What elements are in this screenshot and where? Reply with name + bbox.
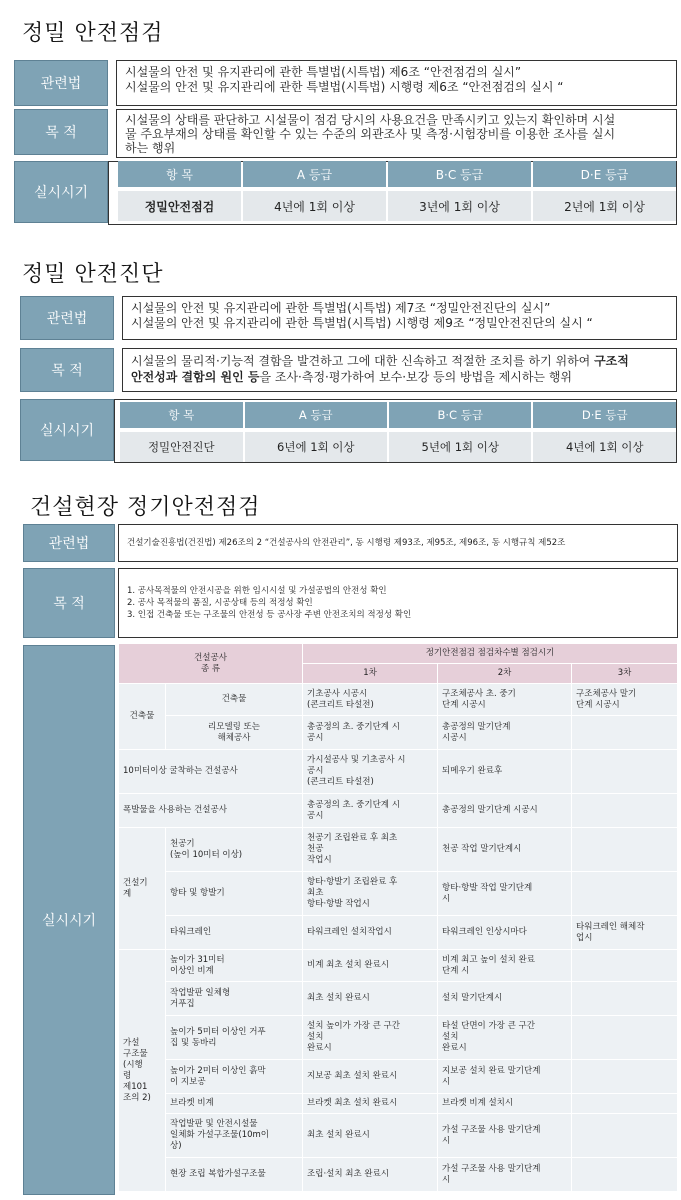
purpose-emphasis: 안전성과 결함의 원인 등 [131,370,260,384]
purpose-line: 2. 공사 목적물의 품질, 시공상태 등의 적정성 확인 [127,598,313,608]
table-cell [572,982,678,1016]
table-cell: 타워크레인 설치작업시 [303,916,438,950]
period-label: 실시시기 [23,645,115,1195]
table-header: D·E 등급 [533,161,676,187]
law-line: 시설물의 안전 및 유지관리에 관한 특별법(시특법) 제6조 “안전점검의 실시” [125,65,522,79]
table-cell: 천공기 조립완료 후 최초 천공 작업시 [303,828,438,872]
header-round-3: 3차 [572,664,678,684]
law-text [122,296,677,340]
purpose-text [122,348,677,392]
purpose-span: 시설물의 물리적·기능적 결함을 발견하고 그에 대한 신속하고 적절한 조치를 하기 위하여 [131,354,595,368]
table-cell: 브라켓 최초 설치 완료시 [303,1094,438,1114]
group-building: 건축물 [119,684,166,750]
table-cell: 총공정의 초. 중기단계 시 공시 [303,716,438,750]
header-round-1: 1차 [303,664,438,684]
inspection-schedule-table [118,643,678,1192]
table-cell: 가설 구조물 사용 말기단계 시 [438,1158,572,1192]
table-header: 항 목 [118,161,241,187]
table-cell: 4년에 1회 이상 [533,432,676,462]
table-cell: 총공정의 말기단계 시공시 [438,716,572,750]
table-cell: 10미터이상 굴착하는 건설공사 [119,750,303,794]
table-cell: 현장 조립 복합가설구조물 [166,1158,303,1192]
law-line: 건설기술진흥법(건진법) 제26조의 2 “건설공사의 안전관리”, 동 시행령 제93조, 제95조, 제96조, 동 시행규칙 제52조 [127,538,566,548]
table-cell [572,716,678,750]
law-label: 관련법 [23,524,115,562]
period-label: 실시시기 [14,161,108,223]
purpose-label: 목 적 [20,348,114,392]
table-cell: 높이가 5미터 이상인 거푸 집 및 동바리 [166,1016,303,1060]
table-cell: 설치 말기단계시 [438,982,572,1016]
table-cell: 총공정의 말기단계 시공시 [438,794,572,828]
table-cell: 최초 설치 완료시 [303,982,438,1016]
law-label: 관련법 [14,60,108,106]
table-header: B·C 등급 [389,402,531,428]
table-cell [572,750,678,794]
table-cell [572,1060,678,1094]
header-inspection-period: 정기안전점검 점검차수별 점검시기 [303,644,678,664]
table-cell [572,950,678,982]
table-cell: 천공 작업 말기단계시 [438,828,572,872]
table-cell: 타워크레인 해체작 업시 [572,916,678,950]
purpose-emphasis: 구조적 [594,354,629,368]
table-cell: 리모델링 또는 해체공사 [166,716,303,750]
table-cell: 천공기 (높이 10미터 이상) [166,828,303,872]
purpose-line [131,369,668,385]
table-cell: 폭발물을 사용하는 건설공사 [119,794,303,828]
law-line: 시설물의 안전 및 유지관리에 관한 특별법(시특법) 시행령 제6조 “안전점검의 실시 “ [125,80,564,94]
table-cell: 항타·항발기 조립완료 후 최초 항타·항발 작업시 [303,872,438,916]
table-cell: 3년에 1회 이상 [388,191,531,221]
period-label: 실시시기 [20,399,114,461]
purpose-label: 목 적 [23,568,115,638]
table-cell: 브라켓 비계 설치시 [438,1094,572,1114]
table-cell: 정밀안전점검 [118,191,241,221]
table-cell: 건축물 [166,684,303,716]
table-cell [572,828,678,872]
section-title-site-inspection: 건설현장 정기안전점검 [30,495,261,520]
law-line: 시설물의 안전 및 유지관리에 관한 특별법(시특법) 제7조 “정밀안전진단의 실시” [131,301,551,315]
table-cell: 가설 구조물 사용 말기단계 시 [438,1114,572,1158]
table-header: A 등급 [243,161,386,187]
purpose-line: 시설물의 상태를 판단하고 시설물이 점검 당시의 사용요건을 만족시키고 있는지 확인하며 시설 [125,113,616,127]
period-table [118,402,678,462]
header-round-2: 2차 [438,664,572,684]
table-cell: 기초공사 시공시 (콘크리트 타설전) [303,684,438,716]
table-cell: 되메우기 완료후 [438,750,572,794]
table-cell: 설치 높이가 가장 큰 구간 설치 완료시 [303,1016,438,1060]
purpose-line: 하는 행위 [125,141,176,155]
table-cell: 비계 최고 높이 설치 완료 단계 시 [438,950,572,982]
purpose-label: 목 적 [14,109,108,155]
table-cell: 항타 및 항발기 [166,872,303,916]
table-cell [572,1094,678,1114]
section-title-diagnosis: 정밀 안전진단 [22,262,164,287]
purpose-line: 1. 공사목적물의 안전시공을 위한 임시시설 및 가설공법의 안전성 확인 [127,586,387,596]
table-cell: 작업발판 일체형 거푸집 [166,982,303,1016]
table-cell: 높이가 31미터 이상인 비계 [166,950,303,982]
table-cell [572,794,678,828]
table-cell: 브라켓 비계 [166,1094,303,1114]
table-cell: 정밀안전진단 [120,432,243,462]
table-cell: 타워크레인 [166,916,303,950]
table-cell [572,1158,678,1192]
table-cell: 5년에 1회 이상 [389,432,531,462]
table-cell: 4년에 1회 이상 [243,191,386,221]
table-cell: 타설 단면이 가장 큰 구간 설치 완료시 [438,1016,572,1060]
law-text [116,60,677,106]
table-cell: 2년에 1회 이상 [533,191,676,221]
purpose-span: 을 조사·측정·평가하여 보수·보강 등의 방법을 제시하는 행위 [259,370,573,384]
table-cell [572,1114,678,1158]
table-header: 항 목 [120,402,243,428]
table-cell: 6년에 1회 이상 [245,432,387,462]
table-cell [572,872,678,916]
table-cell: 높이가 2미터 이상인 흙막 이 지보공 [166,1060,303,1094]
table-cell: 항타·항발 작업 말기단계 시 [438,872,572,916]
law-text [118,524,678,562]
law-label: 관련법 [20,296,114,340]
table-cell: 조립·설치 최초 완료시 [303,1158,438,1192]
group-machine: 건설기 계 [119,828,166,950]
purpose-text [116,109,677,158]
law-line: 시설물의 안전 및 유지관리에 관한 특별법(시특법) 시행령 제9조 “정밀안전진단의 실시 “ [131,316,593,330]
table-header: D·E 등급 [533,402,676,428]
purpose-line [131,353,668,369]
table-cell: 최초 설치 완료시 [303,1114,438,1158]
table-header: B·C 등급 [388,161,531,187]
purpose-line: 3. 인접 건축물 또는 구조물의 안전성 등 공사장 주변 안전조치의 적정성 확인 [127,610,412,620]
table-cell: 타워크레인 인상시마다 [438,916,572,950]
table-cell: 작업발판 및 안전시설물 일체화 가설구조물(10m이 상) [166,1114,303,1158]
purpose-text [118,568,678,638]
period-table [116,161,678,221]
section-title-inspection: 정밀 안전점검 [22,21,164,46]
table-cell: 구조체공사 초. 중기 단계 시공시 [438,684,572,716]
table-cell: 총공정의 초. 중기단계 시 공시 [303,794,438,828]
purpose-line: 물 주요부재의 상태를 확인할 수 있는 수준의 외관조사 및 측정·시험장비를 이용한 조사를 실시 [125,127,616,141]
table-cell: 비계 최초 설치 완료시 [303,950,438,982]
table-header: A 등급 [245,402,387,428]
header-construction-type: 건설공사 종 류 [119,644,303,684]
table-cell: 구조체공사 말기 단계 시공시 [572,684,678,716]
group-temporary-structure: 가설 구조물 (시행 령 제101 조의 2) [119,950,166,1192]
table-cell [572,1016,678,1060]
table-cell: 가시설공사 및 기초공사 시 공시 (콘크리트 타설전) [303,750,438,794]
table-cell: 지보공 설치 완료 말기단계 시 [438,1060,572,1094]
table-cell: 지보공 최초 설치 완료시 [303,1060,438,1094]
